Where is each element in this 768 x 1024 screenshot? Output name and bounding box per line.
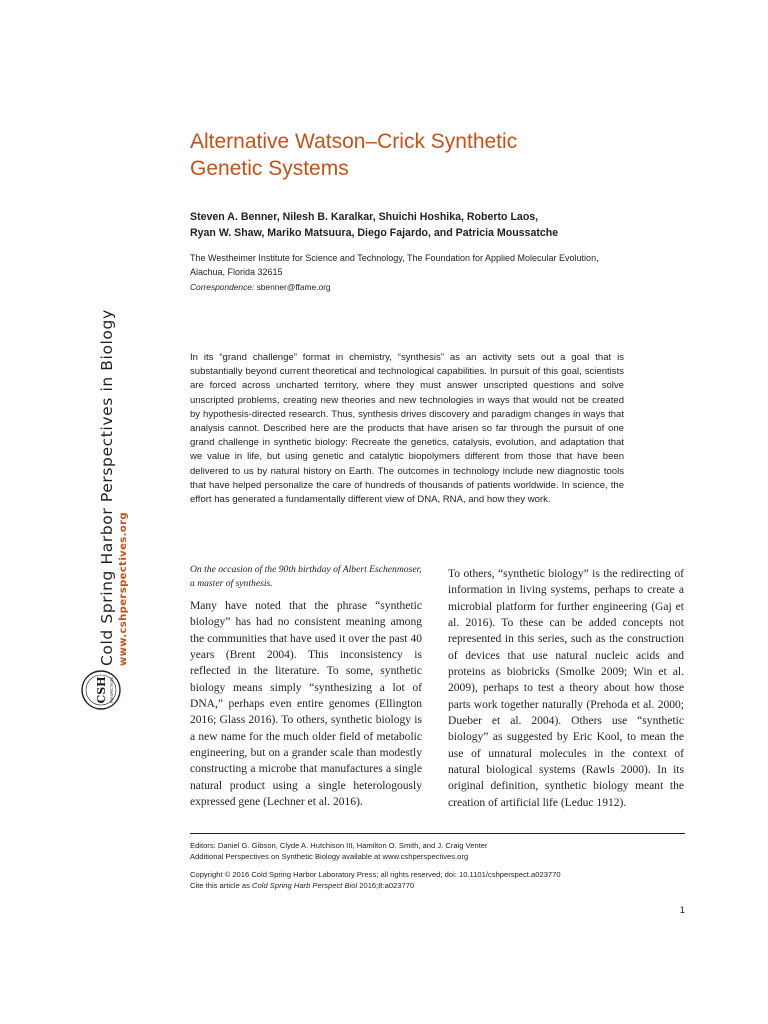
cite-suffix: 2016;8:a023770 <box>357 881 415 890</box>
author-line: Steven A. Benner, Nilesh B. Karalkar, Shuichi Hoshika, Roberto Laos, <box>190 211 539 223</box>
svg-text:CSH: CSH <box>95 676 108 704</box>
journal-url[interactable]: www.cshperspectives.org <box>118 512 129 666</box>
correspondence-email[interactable]: sbenner@ffame.org <box>254 282 331 292</box>
additional-perspectives-line: Additional Perspectives on Synthetic Biology available at www.cshperspectives.org <box>190 852 469 861</box>
affiliation <box>190 251 690 279</box>
abstract: In its “grand challenge” format in chemistry, “synthesis” as an activity sets out a goal that is substantially beyond current theoretical and technological capabilities. In pursuit of this goal, scientists are forced across uncharted territory, where they must answer unscripted questions and solve unscripted problems, creating new theories and new technologies in ways that would not be created by hypothesis-directed research. Thus, synthesis drives discovery and paradigm changes in ways that analysis cannot. Described here are the products that have arisen so far through the pursuit of one grand challenge in synthetic biology: Recreate the genetics, catalysis, evolution, and adaptation that we value in life, but using genetic and catalytic biopolymers different from those that have been delivered to us by natural history on Earth. The outcomes in technology include new diagnostic tools that have helped personalize the care of hundreds of thousands of patients worldwide. In science, the effort has generated a fundamentally different view of DNA, RNA, and how they work. <box>190 352 624 506</box>
cite-prefix: Cite this article as <box>190 881 253 890</box>
correspondence-label: Correspondence: <box>190 282 255 292</box>
affiliation-line: The Westheimer Institute for Science and Technology, The Foundation for Applied Molecular Evolution, <box>190 253 599 263</box>
copyright-line: Copyright © 2016 Cold Spring Harbor Laboratory Press; all rights reserved; doi: 10.1101/cshperspect.a023770 <box>190 870 561 879</box>
body-column-left: Many have noted that the phrase “synthetic biology” has had no consistent meaning among the communities that have used it over the past 40 years (Brent 2004). This inconsistency is reflected in the literature. To some, synthetic biology means simply “synthesizing a lot of DNA,” perhaps even entire genomes (Ellington 2016; Glass 2016). To others, synthetic biology is a new name for the much older field of metabolic engineering, but on a grander scale than modestly constructing a microbe that manufactures a single natural product using a single heterologously expressed gene (Lechner et al. 2016). <box>190 600 422 809</box>
citation-line <box>190 880 685 891</box>
author-list <box>190 209 690 241</box>
svg-text:PERSPECTIVES: PERSPECTIVES <box>110 676 114 704</box>
title-line: Alternative Watson–Crick Synthetic <box>190 130 518 153</box>
page-number: 1 <box>679 905 685 916</box>
cite-journal: Cold Spring Harb Perspect Biol <box>252 881 358 890</box>
csh-logo-icon <box>80 655 122 725</box>
footer-copyright-block <box>190 869 685 891</box>
journal-name: Cold Spring Harbor Perspectives in Biology <box>98 309 116 666</box>
editors-line: Editors: Daniel G. Gibson, Clyde A. Hutchison III, Hamilton O. Smith, and J. Craig Venter <box>190 841 488 850</box>
footer-divider <box>190 833 685 834</box>
footer-editors-block <box>190 840 685 862</box>
body-column-right: To others, “synthetic biology” is the redirecting of information in living systems, perhaps to create a microbial platform for further engineering (Gaj et al. 2016). To these can be added concepts not represented in this series, such as the construction of devices that use natural nucleic acids and proteins as biobricks (Smolke 2009; Win et al. 2009), perhaps to test a theory about how those parts work together naturally (Prehoda et al. 2000; Dueber et al. 2004). Others use “synthetic biology” as suggested by Eric Kool, to mean the use of unnatural molecules in the context of natural biological systems (Rawls 2000). In its original definition, synthetic biology meant the creation of artificial life (Leduc 1912). <box>448 568 684 809</box>
author-line: Ryan W. Shaw, Mariko Matsuura, Diego Fajardo, and Patricia Moussatche <box>190 227 559 239</box>
affiliation-line: Alachua, Florida 32615 <box>190 267 283 277</box>
article-title <box>190 128 670 182</box>
title-line: Genetic Systems <box>190 157 349 180</box>
epigraph: On the occasion of the 90th birthday of Albert Eschenmoser, a master of synthesis. <box>190 564 422 589</box>
correspondence <box>190 281 490 293</box>
